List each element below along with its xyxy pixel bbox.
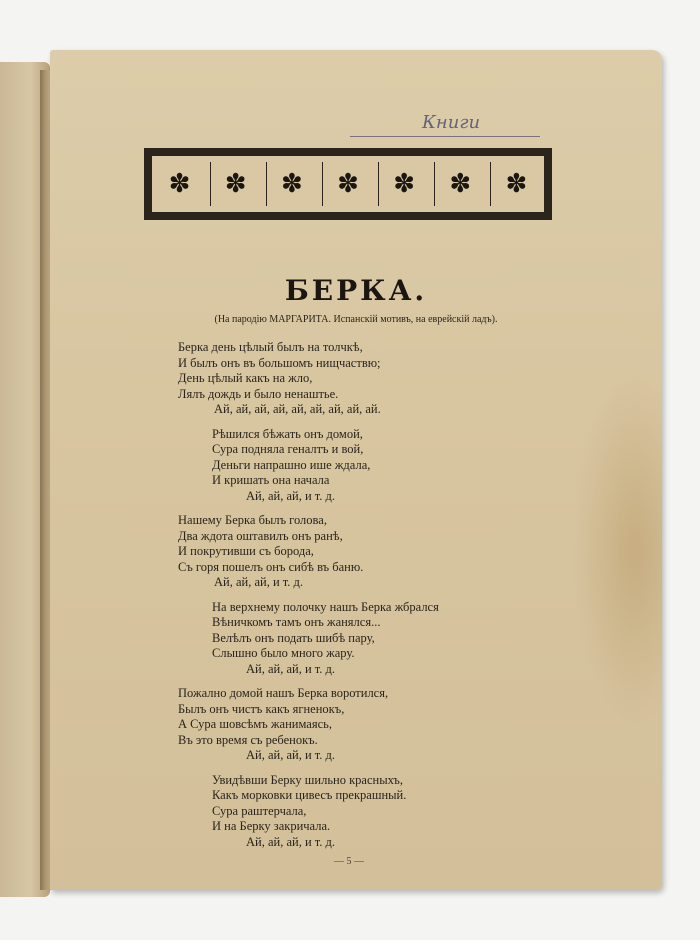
water-stain xyxy=(572,370,662,730)
poem-line: Въ это время съ ребенокъ. xyxy=(178,732,318,747)
flower-icon: ✽ xyxy=(168,169,191,198)
stanza xyxy=(178,600,508,678)
refrain-line: Ай, ай, ай, и т. д. xyxy=(246,488,336,503)
refrain-line: Ай, ай, ай, ай, ай, ай, ай, ай, ай. xyxy=(214,402,381,416)
stanza xyxy=(178,427,508,505)
ornament-row xyxy=(151,155,545,213)
flower-icon: ✽ xyxy=(322,162,373,206)
refrain-line: Ай, ай, ай, и т. д. xyxy=(246,748,336,762)
flower-icon: ✽ xyxy=(210,162,261,206)
poem-title: БЕРКА. xyxy=(284,274,428,307)
poem-line: Съ горя пошелъ онъ сибѣ въ баню. xyxy=(178,559,364,574)
poem-line: Нашему Берка былъ голова, xyxy=(178,513,327,527)
poem-line: Слышно было много жару. xyxy=(212,646,355,660)
poem-line: И былъ онъ въ большомъ нищчаствю; xyxy=(178,355,381,370)
poem-line: И кришать она начала xyxy=(212,473,330,487)
poem-line: Какъ морковки цивесъ прекрашный. xyxy=(212,788,407,802)
poem-line: Былъ онъ чистъ какъ ягненокъ, xyxy=(178,701,345,716)
flower-icon: ✽ xyxy=(490,162,541,206)
poem-body xyxy=(178,340,508,859)
poem-line: Лялъ дождь и было ненаштье. xyxy=(178,386,339,401)
poem-line: И на Берку закричала. xyxy=(212,819,331,833)
poem-line: Берка день цѣлый былъ на толчкѣ, xyxy=(178,340,363,354)
poem-line: А Сура шовсѣмъ жанимаясь, xyxy=(178,717,332,731)
poem-line: И покрутивши съ борода, xyxy=(178,544,314,558)
handwritten-note: Книги xyxy=(422,112,481,133)
flower-icon: ✽ xyxy=(434,162,485,206)
page-number: — 5 — xyxy=(334,856,364,867)
poem-line: Сура подняла геналтъ и вой, xyxy=(212,442,364,456)
poem-line: Сура раштерчала, xyxy=(212,803,307,818)
flower-icon: ✽ xyxy=(266,162,317,206)
poem-line: Деньги напрашно ише ждала, xyxy=(212,457,371,472)
flower-icon: ✽ xyxy=(378,162,429,206)
refrain-line: Ай, ай, ай, и т. д. xyxy=(246,661,336,676)
stanza xyxy=(178,513,508,591)
stanza xyxy=(178,686,508,764)
stanza xyxy=(178,773,508,851)
ornamental-header xyxy=(144,148,552,220)
poem-line: Два ждота оштавилъ онъ ранѣ, xyxy=(178,528,343,543)
poem-line: Велѣлъ онъ подать шибѣ пару, xyxy=(212,630,375,645)
poem-line: Вѣничкомъ тамъ онъ жанялся... xyxy=(212,615,381,629)
refrain-line: Ай, ай, ай, и т. д. xyxy=(246,834,336,849)
poem-line: День цѣлый какъ на жло, xyxy=(178,371,313,385)
refrain-line: Ай, ай, ай, и т. д. xyxy=(214,575,304,589)
poem-line: Увидѣвши Берку шильно красныхъ, xyxy=(212,772,403,787)
poem-subtitle: (На пародію МАРГАРИТА. Испанскій мотивъ, на еврейскій ладъ). xyxy=(214,314,498,325)
handwritten-underline xyxy=(350,136,540,137)
stanza xyxy=(178,340,508,418)
poem-line: Пожално домой нашъ Берка воротился, xyxy=(178,686,389,700)
book-page xyxy=(50,50,662,890)
poem-line: Рѣшился бѣжать онъ домой, xyxy=(212,426,363,441)
poem-line: На верхнему полочку нашъ Берка жбрался xyxy=(212,599,439,614)
